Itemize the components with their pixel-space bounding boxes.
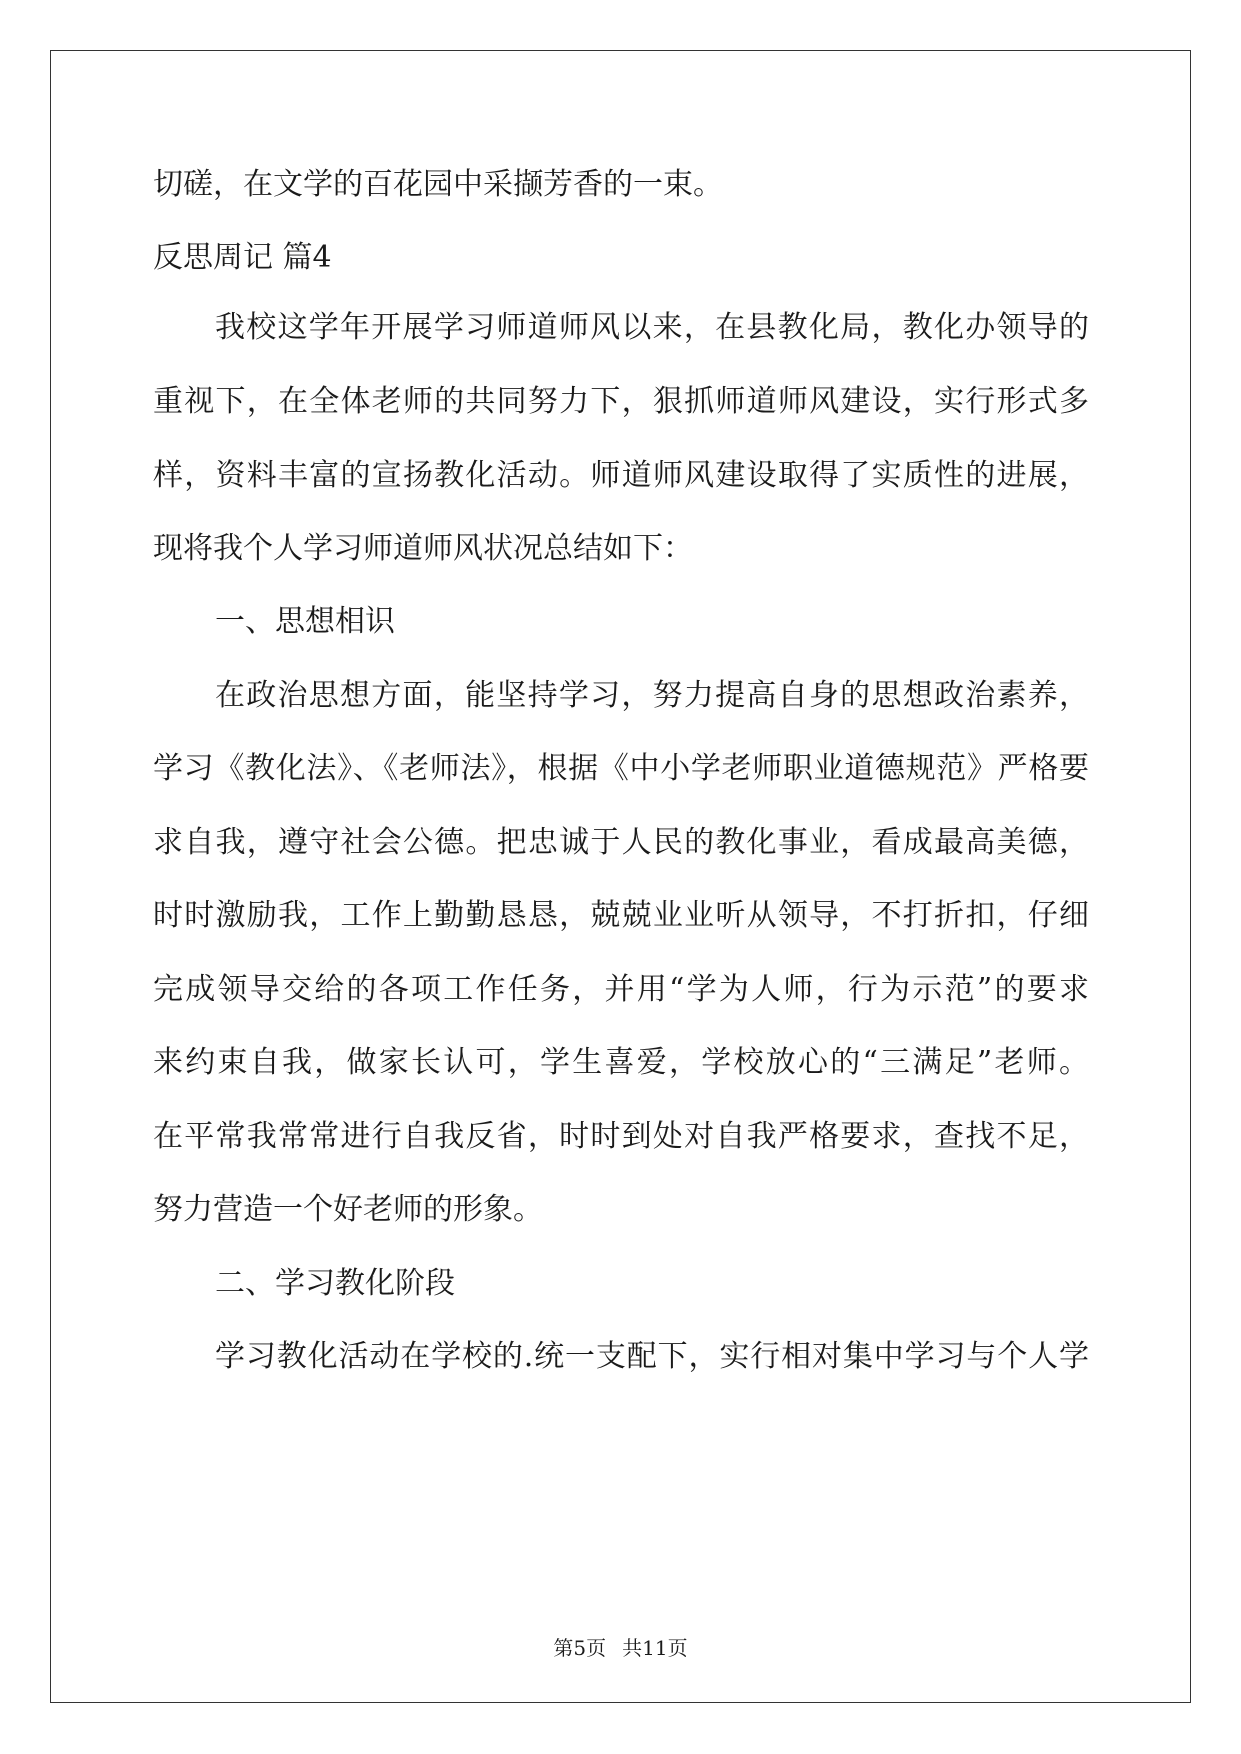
page-total: 共11页 <box>622 1636 688 1660</box>
paragraph-line: 学习教化活动在学校的.统一支配下，实行相对集中学习与个人学 <box>215 1339 1089 1374</box>
paragraph-line: 在平常我常常进行自我反省，时时到处对自我严格要求，查找不足， <box>153 1119 1089 1154</box>
paragraph-line: 努力营造一个好老师的形象。 <box>153 1192 543 1227</box>
page-border <box>50 50 1191 1703</box>
paragraph-line: 时时激励我，工作上勤勤恳恳，兢兢业业听从领导，不打折扣，仔细 <box>153 898 1089 933</box>
paragraph-line: 我校这学年开展学习师道师风以来，在县教化局，教化办领导的 <box>215 310 1089 345</box>
paragraph-line: 现将我个人学习师道师风状况总结如下： <box>153 531 693 566</box>
paragraph-line: 来约束自我，做家长认可，学生喜爱，学校放心的“三满足”老师。 <box>153 1045 1089 1080</box>
page-number: 第5页 <box>553 1636 607 1660</box>
paragraph-line: 求自我，遵守社会公德。把忠诚于人民的教化事业，看成最高美德， <box>153 825 1089 860</box>
paragraph-line: 重视下，在全体老师的共同努力下，狠抓师道师风建设，实行形式多 <box>153 384 1089 419</box>
paragraph-line: 完成领导交给的各项工作任务，并用“学为人师，行为示范”的要求 <box>153 972 1089 1007</box>
subheading: 二、学习教化阶段 <box>215 1266 455 1301</box>
page-footer <box>0 1634 1241 1662</box>
paragraph-line: 切磋，在文学的百花园中采撷芳香的一束。 <box>153 167 723 202</box>
paragraph-line: 在政治思想方面，能坚持学习，努力提高自身的思想政治素养， <box>215 678 1089 713</box>
paragraph-line: 学习《教化法》、《老师法》，根据《中小学老师职业道德规范》严格要 <box>153 751 1089 786</box>
subheading: 一、思想相识 <box>215 604 395 639</box>
section-heading: 反思周记 篇4 <box>153 240 332 275</box>
paragraph-line: 样，资料丰富的宣扬教化活动。师道师风建设取得了实质性的进展， <box>153 458 1089 493</box>
